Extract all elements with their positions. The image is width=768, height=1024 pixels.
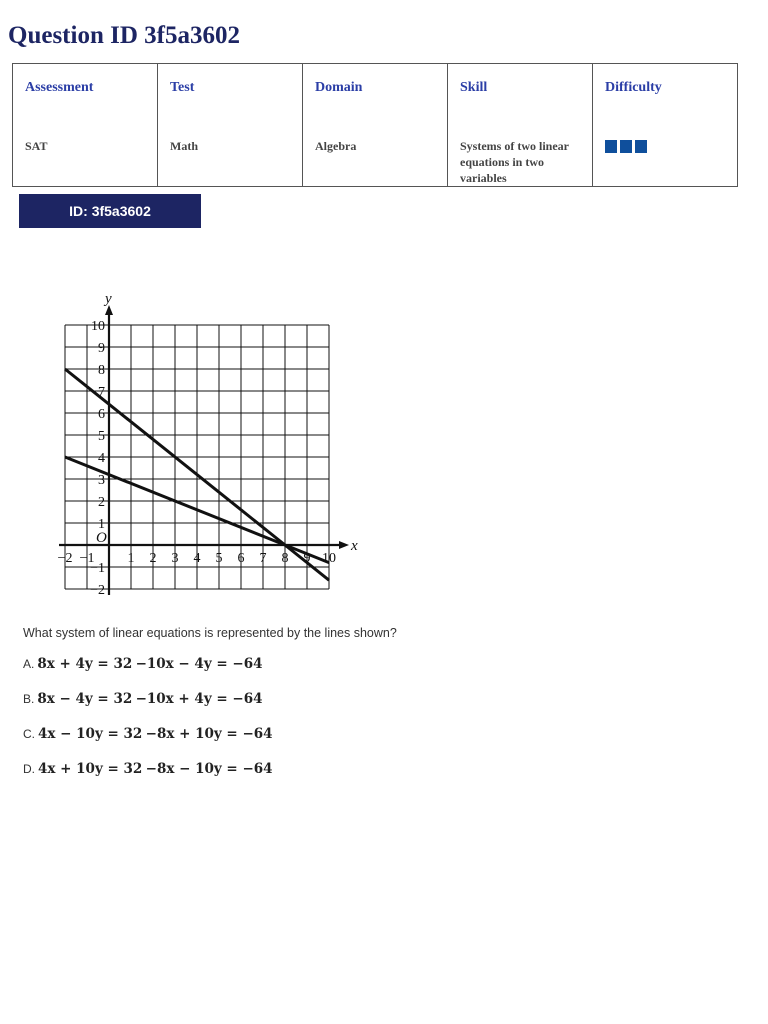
page-title: Question ID 3f5a3602 (8, 22, 240, 49)
answer-choice-b[interactable] (23, 691, 262, 707)
x-tick-label: 3 (171, 551, 179, 566)
header-skill: Skill (448, 64, 593, 124)
y-tick-label: 1 (98, 517, 105, 532)
domain-value: Algebra (303, 123, 448, 187)
y-tick-label: 5 (98, 429, 105, 444)
header-domain: Domain (303, 64, 448, 124)
question-stem: What system of linear equations is represented by the lines shown? (23, 626, 397, 640)
y-tick-label: 8 (98, 363, 105, 378)
origin-label: O (96, 530, 107, 546)
x-tick-label: 5 (215, 551, 223, 566)
x-tick-label: 10 (322, 551, 336, 566)
choice-letter: D. (23, 762, 35, 776)
header-assessment: Assessment (13, 64, 158, 124)
x-tick-label: 1 (127, 551, 135, 566)
y-tick-label: 4 (98, 451, 105, 466)
question-meta-table (12, 63, 738, 187)
skill-value: Systems of two linear equations in two variables (448, 123, 593, 187)
choice-equation-2: −8x + 10y = −64 (145, 726, 273, 742)
question-id-badge: ID: 3f5a3602 (19, 194, 201, 228)
choice-equation-1: 4x + 10y = 32 (38, 761, 143, 777)
header-test: Test (158, 64, 303, 124)
x-tick-label: −1 (79, 551, 95, 566)
header-difficulty: Difficulty (593, 64, 738, 124)
difficulty-meter (605, 140, 725, 153)
y-tick-label: 2 (98, 495, 105, 510)
answer-choice-d[interactable] (23, 761, 273, 777)
choice-equation-2: −8x − 10y = −64 (145, 761, 273, 777)
y-tick-label: 9 (98, 341, 105, 356)
x-axis-label: x (351, 538, 358, 554)
choice-equation-1: 8x − 4y = 32 (37, 691, 133, 707)
x-tick-label: 4 (193, 551, 201, 566)
x-axis-arrow (339, 541, 349, 549)
y-tick-label: −2 (90, 583, 105, 598)
x-tick-label: 6 (237, 551, 245, 566)
y-tick-label: 7 (98, 385, 105, 400)
x-tick-label: 9 (303, 551, 311, 566)
choice-equation-2: −10x + 4y = −64 (135, 691, 263, 707)
choice-equation-1: 8x + 4y = 32 (37, 656, 133, 672)
y-tick-label: 10 (91, 319, 105, 334)
difficulty-cell (593, 123, 738, 187)
choice-letter: B. (23, 692, 35, 706)
difficulty-block (635, 140, 647, 153)
x-tick-label: 8 (281, 551, 289, 566)
choice-letter: A. (23, 657, 35, 671)
y-tick-label: 6 (98, 407, 105, 422)
y-tick-label: −1 (90, 561, 105, 576)
choice-equation-1: 4x − 10y = 32 (38, 726, 143, 742)
difficulty-block (605, 140, 617, 153)
choice-letter: C. (23, 727, 35, 741)
answer-choice-c[interactable] (23, 726, 273, 742)
difficulty-block (620, 140, 632, 153)
x-tick-label: 2 (149, 551, 157, 566)
x-tick-label: −2 (57, 551, 73, 566)
test-value: Math (158, 123, 303, 187)
answer-choice-a[interactable] (23, 656, 262, 672)
y-tick-label: 3 (98, 473, 105, 488)
assessment-value: SAT (13, 123, 158, 187)
choice-equation-2: −10x − 4y = −64 (135, 656, 263, 672)
y-axis-label: y (105, 291, 112, 307)
coordinate-graph (40, 282, 360, 604)
x-tick-label: 7 (259, 551, 267, 566)
